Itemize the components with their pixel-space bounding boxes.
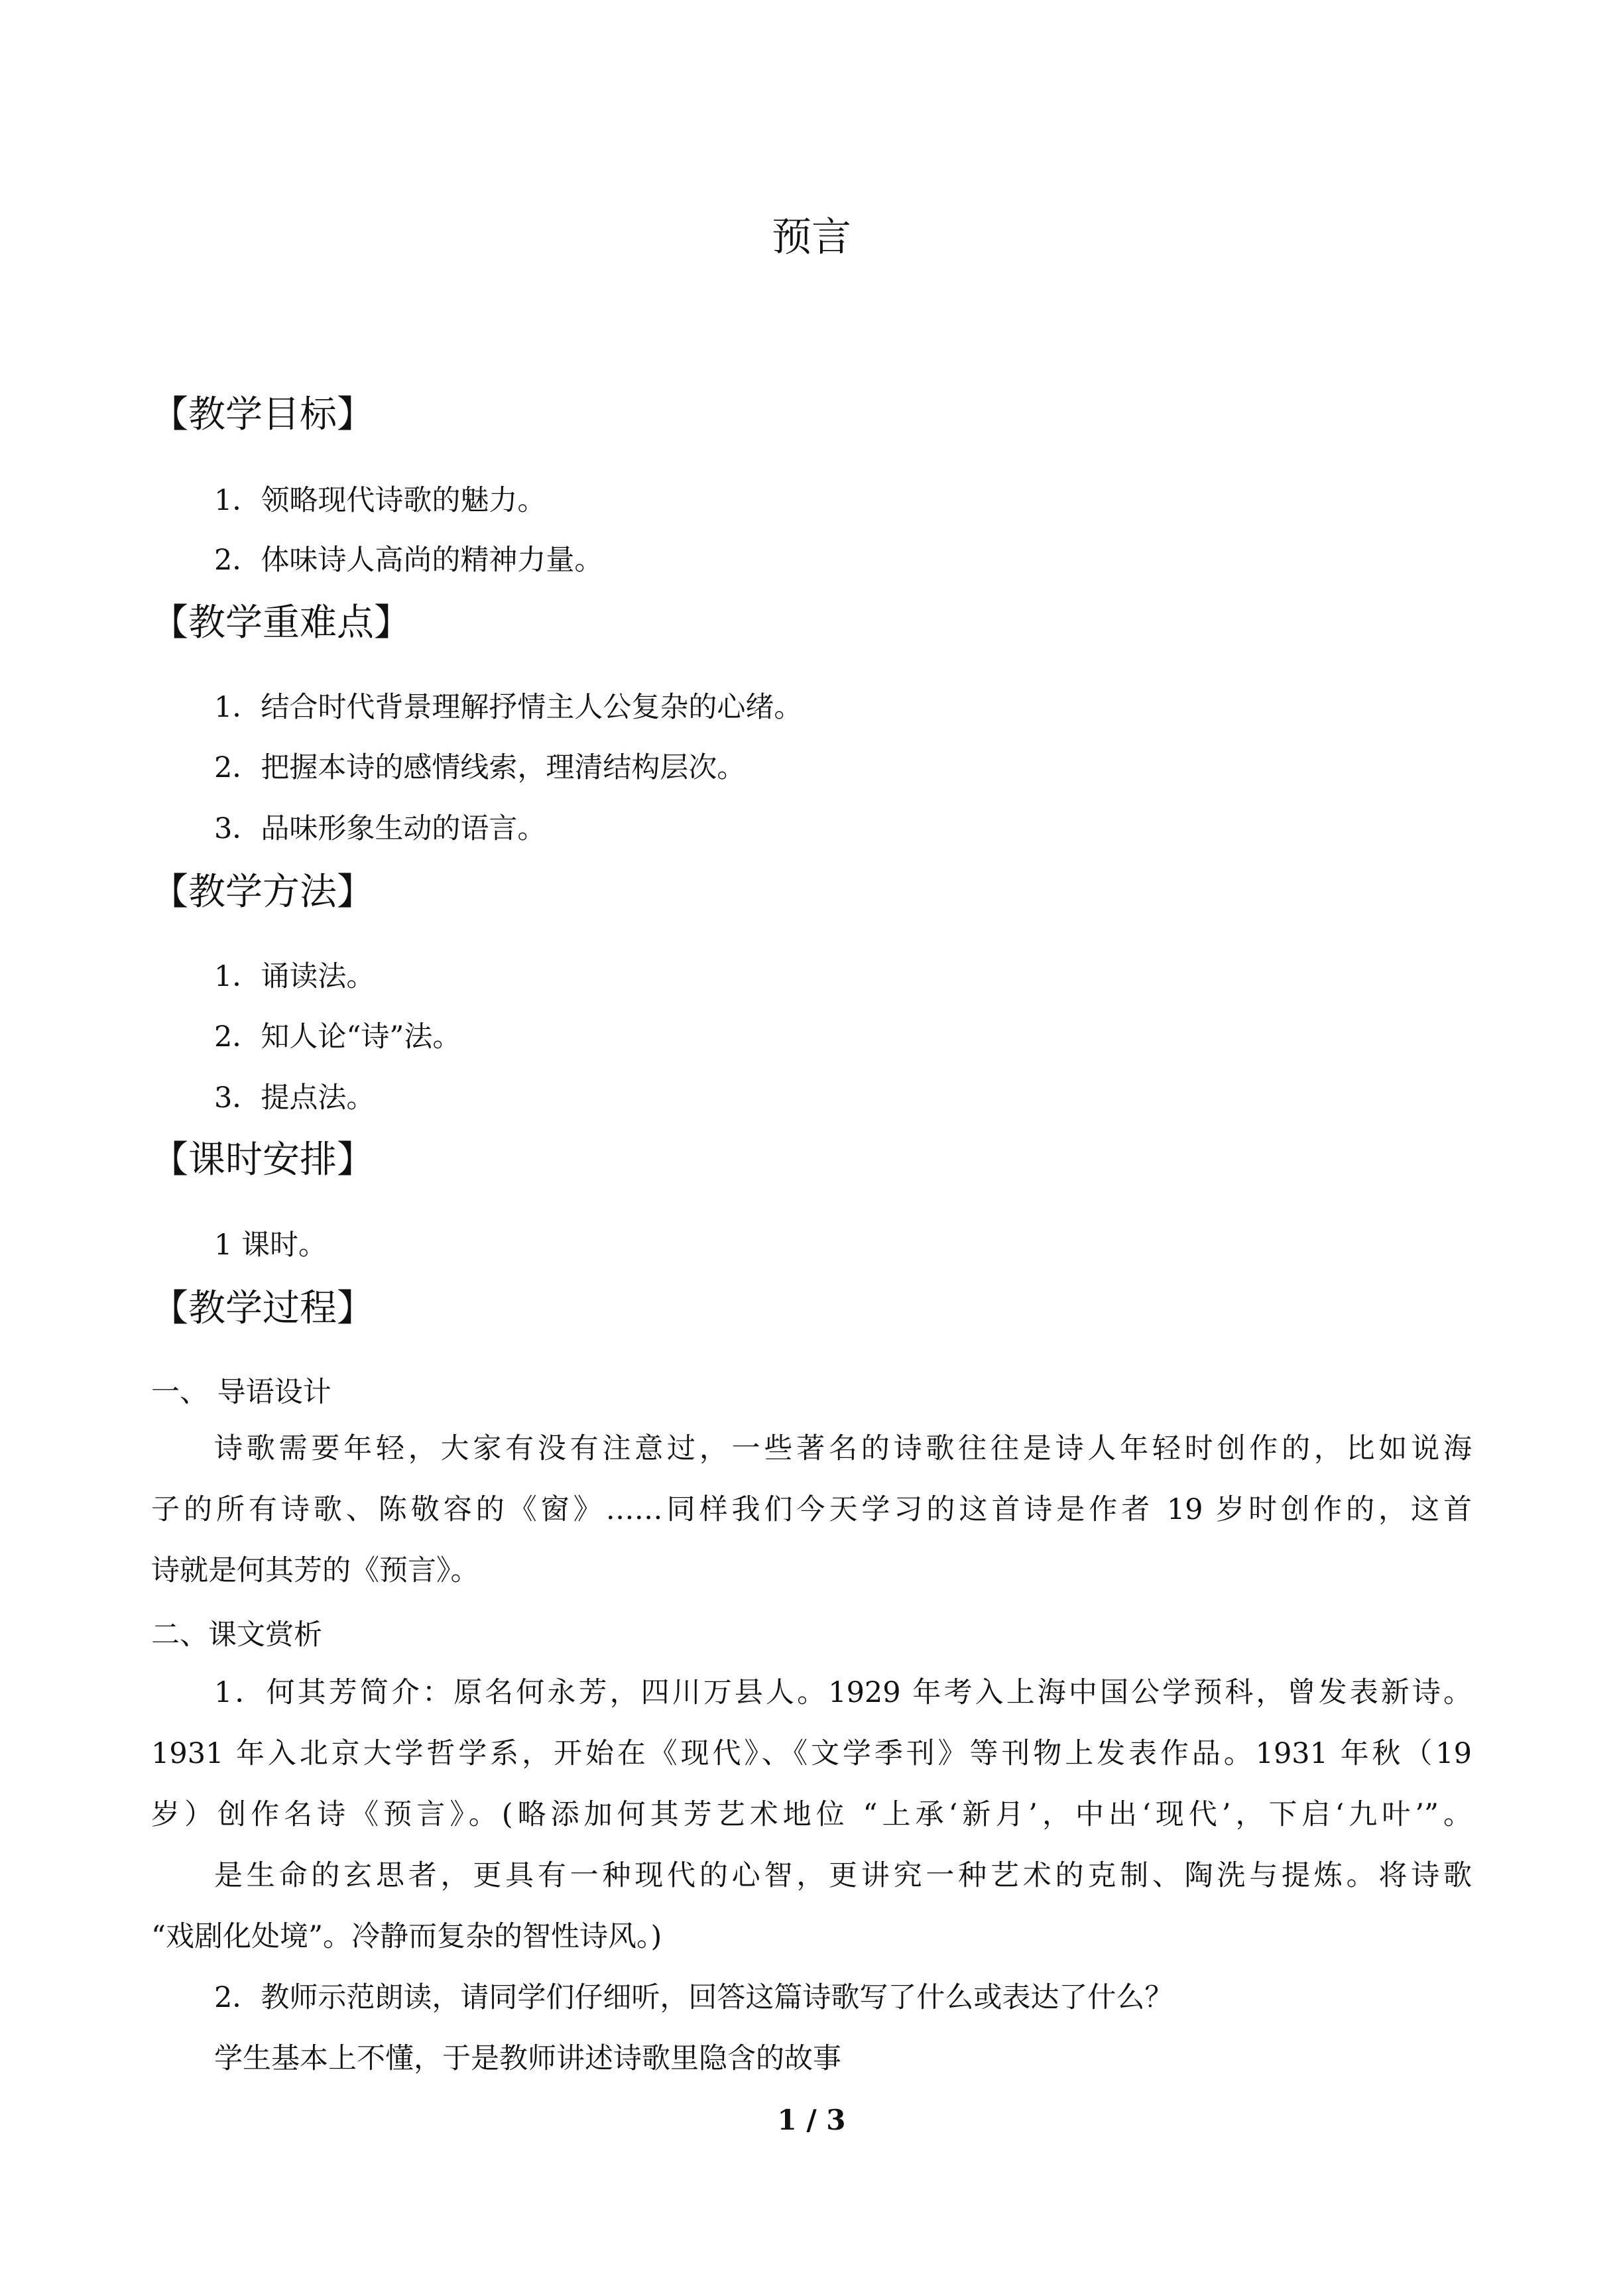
process-paragraph-line: 1．何其芳简介：原名何永芳，四川万县人。1929 年考入上海中国公学预科，曾发表新诗。 bbox=[214, 1676, 1472, 1709]
process-paragraph-line: 2．教师示范朗读，请同学们仔细听，回答这篇诗歌写了什么或表达了什么？ bbox=[214, 1981, 1173, 2014]
key-point-item: 1．结合时代背景理解抒情主人公复杂的心绪。 bbox=[214, 691, 803, 724]
process-paragraph-line: 是生命的玄思者，更具有一种现代的心智，更讲究一种艺术的克制、陶洗与提炼。将诗歌 bbox=[214, 1859, 1472, 1892]
process-part1-title: 一、 导语设计 bbox=[151, 1376, 331, 1409]
heading-methods: 【教学方法】 bbox=[151, 871, 374, 914]
process-paragraph-line: 诗歌需要年轻，大家有没有注意过，一些著名的诗歌往往是诗人年轻时创作的，比如说海 bbox=[214, 1432, 1472, 1465]
process-paragraph-line: 诗就是何其芳的《预言》。 bbox=[151, 1554, 479, 1587]
objective-item: 2．体味诗人高尚的精神力量。 bbox=[214, 544, 603, 577]
schedule-item: 1 课时。 bbox=[214, 1229, 328, 1262]
method-item: 1．诵读法。 bbox=[214, 960, 375, 993]
objective-item: 1．领略现代诗歌的魅力。 bbox=[214, 484, 546, 517]
process-paragraph-line: 1931 年入北京大学哲学系，开始在《现代》、《文学季刊》等刊物上发表作品。1931 年秋（19 bbox=[151, 1737, 1472, 1770]
process-part2-title: 二、课文赏析 bbox=[151, 1618, 322, 1652]
key-point-item: 3．品味形象生动的语言。 bbox=[214, 812, 546, 845]
page-title: 预言 bbox=[772, 214, 851, 261]
heading-key-points: 【教学重难点】 bbox=[151, 601, 411, 644]
heading-objectives: 【教学目标】 bbox=[151, 393, 374, 436]
heading-process: 【教学过程】 bbox=[151, 1287, 374, 1330]
method-item: 3．提点法。 bbox=[214, 1081, 375, 1115]
heading-schedule: 【课时安排】 bbox=[151, 1138, 374, 1181]
key-point-item: 2．把握本诗的感情线索，理清结构层次。 bbox=[214, 751, 746, 784]
page-number: 1 / 3 bbox=[777, 2104, 846, 2136]
process-paragraph-line: 学生基本上不懂，于是教师讲述诗歌里隐含的故事 bbox=[214, 2042, 841, 2075]
process-paragraph-line: 子的所有诗歌、陈敬容的《窗》……同样我们今天学习的这首诗是作者 19 岁时创作的，这首 bbox=[151, 1493, 1472, 1526]
process-paragraph-line: 岁）创作名诗《预言》。(略添加何其芳艺术地位 “上承‘新月’，中出‘现代’，下启‘九叶’”。 bbox=[151, 1798, 1472, 1831]
process-paragraph-line: “戏剧化处境”。冷静而复杂的智性诗风。) bbox=[151, 1920, 662, 1953]
method-item: 2．知人论“诗”法。 bbox=[214, 1020, 461, 1054]
